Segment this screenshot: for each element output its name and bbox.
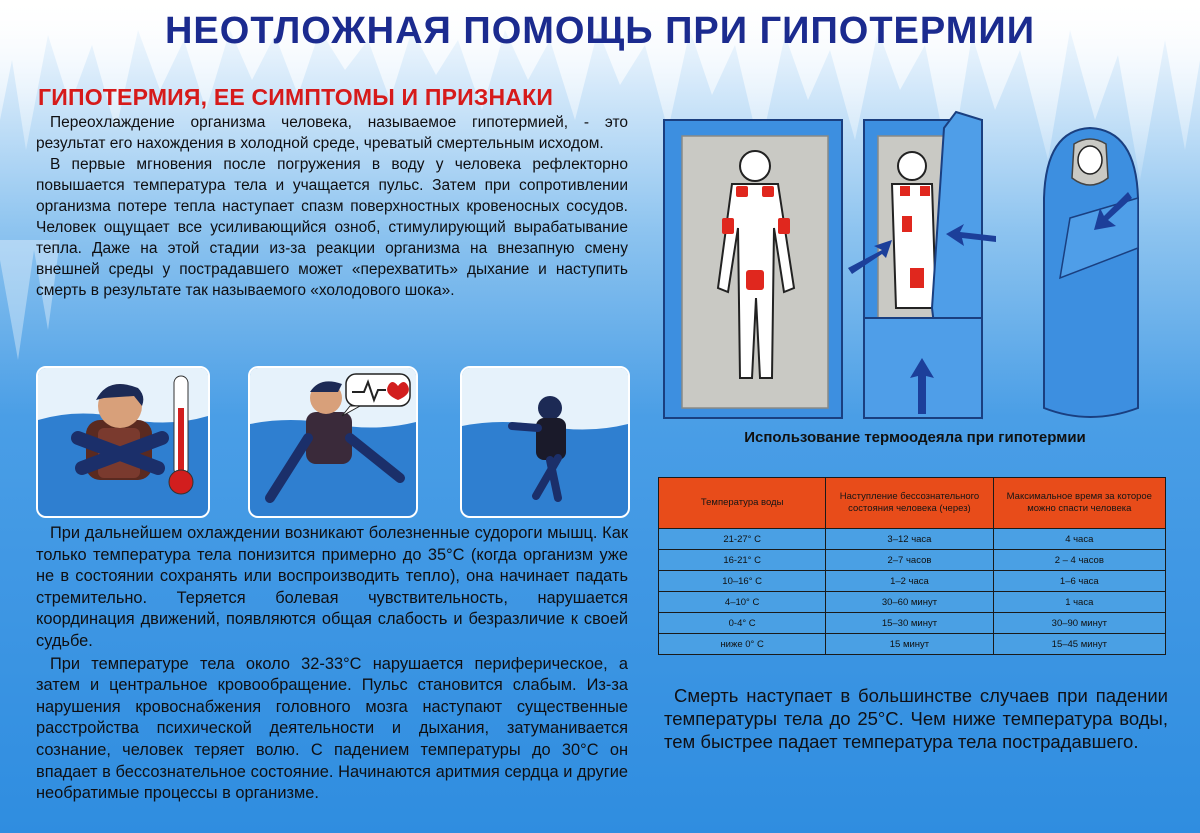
lower-text [36,523,628,806]
table-header-row [659,478,1166,529]
table-cell: 4 часа [993,529,1165,550]
table-cell: 4–10° С [659,592,826,613]
section-title: ГИПОТЕРМИЯ, ЕЕ СИМПТОМЫ И ПРИЗНАКИ [38,84,554,110]
page-title: НЕОТЛОЖНАЯ ПОМОЩЬ ПРИ ГИПОТЕРМИИ [164,10,1036,52]
table-header-temperature: Температура воды [659,478,826,529]
table-header-rescue-time: Максимальное время за которое можно спасти человека [993,478,1165,529]
table-cell: 21-27° С [659,529,826,550]
table-cell: 15–30 минут [826,613,993,634]
table-cell: 15 минут [826,634,993,655]
table-cell: 1 часа [993,592,1165,613]
intro-paragraph-2: В первые мгновения после погружения в воду у человека рефлекторно повышается температура тела и учащается пульс. Затем при сопротивлении организма потере тепла наступает спазм поверхностных кровеносных сосудов. Человек ощущает все усиливающийся озноб, стимулирующий вырабатывание тепла. Даже на этой стадии из-за реакции организма на внезапную смену внешней среды у пострадавшего может «перехватить» дыхание и наступить смерть в результате так называемого «холодового шока». [36,156,628,299]
table-cell: 1–6 часа [993,571,1165,592]
table-cell: 16-21° С [659,550,826,571]
table-cell: 3–12 часа [826,529,993,550]
conclusion-text: Смерть наступает в большинстве случаев при падении температуры тела до 25°С. Чем ниже температура воды, тем быстрее падает температура тела пострадавшего. [664,685,1168,752]
illustration-unconscious [460,366,630,518]
table-cell: 15–45 минут [993,634,1165,655]
illustration-shivering [36,366,210,518]
lower-paragraph-2: При температуре тела около 32-33°С нарушается периферическое, а затем и центральное кровообращение. Пульс становится слабым. Из-за нарушения кровоснабжения головного мозга наступают существенные расстройства психической деятельности и дыхания, затуманивается сознание, человек теряет волю. С падением температуры до 30°С он впадает в бессознательное состояние. Начинаются аритмия сердца и другие необратимые процессы в организме. [36,654,628,803]
table-cell: 2 – 4 часов [993,550,1165,571]
table-header-unconsciousness: Наступление бессознательного состояния человека (через) [826,478,993,529]
table-row [659,613,1166,634]
table-cell: 0-4° С [659,613,826,634]
intro-text [36,112,628,301]
table-cell: 30–60 минут [826,592,993,613]
blanket-stage-1 [664,120,842,418]
table-cell: 1–2 часа [826,571,993,592]
blanket-stage-3 [1044,128,1138,417]
table-row [659,529,1166,550]
table-cell: 30–90 минут [993,613,1165,634]
table-row [659,550,1166,571]
table-cell: ниже 0° С [659,634,826,655]
table-row [659,592,1166,613]
table-cell: 10–16° С [659,571,826,592]
blanket-caption: Использование термоодеяла при гипотермии [744,429,1086,446]
lower-paragraph-1: При дальнейшем охлаждении возникают болезненные судороги мышц. Как только температура тела понизится примерно до 35°С (когда организм уже не в состоянии сохранять или воспроизводить тепло), она начинает падать стремительно. Теряется болевая чувствительность, нарушается координация движений, появляются общая слабость и безразличие к своей судьбе. [36,524,628,650]
illustration-heart-rate [248,366,418,518]
table-row [659,571,1166,592]
thermal-blanket-diagram [660,108,1170,430]
water-temperature-table [658,477,1166,655]
blanket-stage-2 [848,112,996,418]
table-cell: 2–7 часов [826,550,993,571]
intro-paragraph-1: Переохлаждение организма человека, называемое гипотермией, - это результат его нахождения в холодной среде, чреватый смертельным исходом. [36,114,628,152]
table-row [659,634,1166,655]
